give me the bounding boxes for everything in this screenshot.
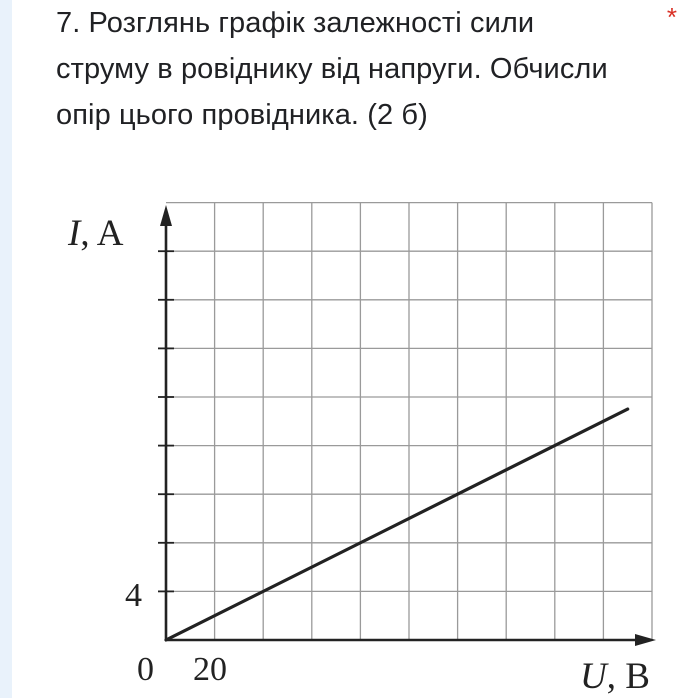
origin-label: 0 (137, 651, 154, 688)
y-axis-label-unit: , A (80, 213, 124, 254)
y-axis-arrow (160, 205, 172, 226)
x-axis-arrow (635, 634, 656, 646)
y-axis-label-symbol: I (68, 213, 81, 254)
y-axis-label (67, 213, 124, 254)
question-line-2: струму в ровіднику від напруги. Обчисли (56, 53, 608, 85)
required-asterisk: * (666, 2, 677, 32)
question-line-3: опір цього провідника. (2 б) (56, 99, 428, 131)
x-axis-label-symbol: U (580, 656, 607, 697)
x-tick-label-20: 20 (193, 651, 227, 688)
chart-grid (166, 203, 652, 640)
x-axis-label (580, 656, 650, 697)
question-line-1: 7. Розглянь графік залежності сили (56, 7, 535, 39)
series-line (166, 409, 628, 640)
x-axis-label-unit: , B (606, 656, 650, 697)
chart-series (166, 409, 628, 640)
y-tick-label-4: 4 (125, 577, 142, 614)
